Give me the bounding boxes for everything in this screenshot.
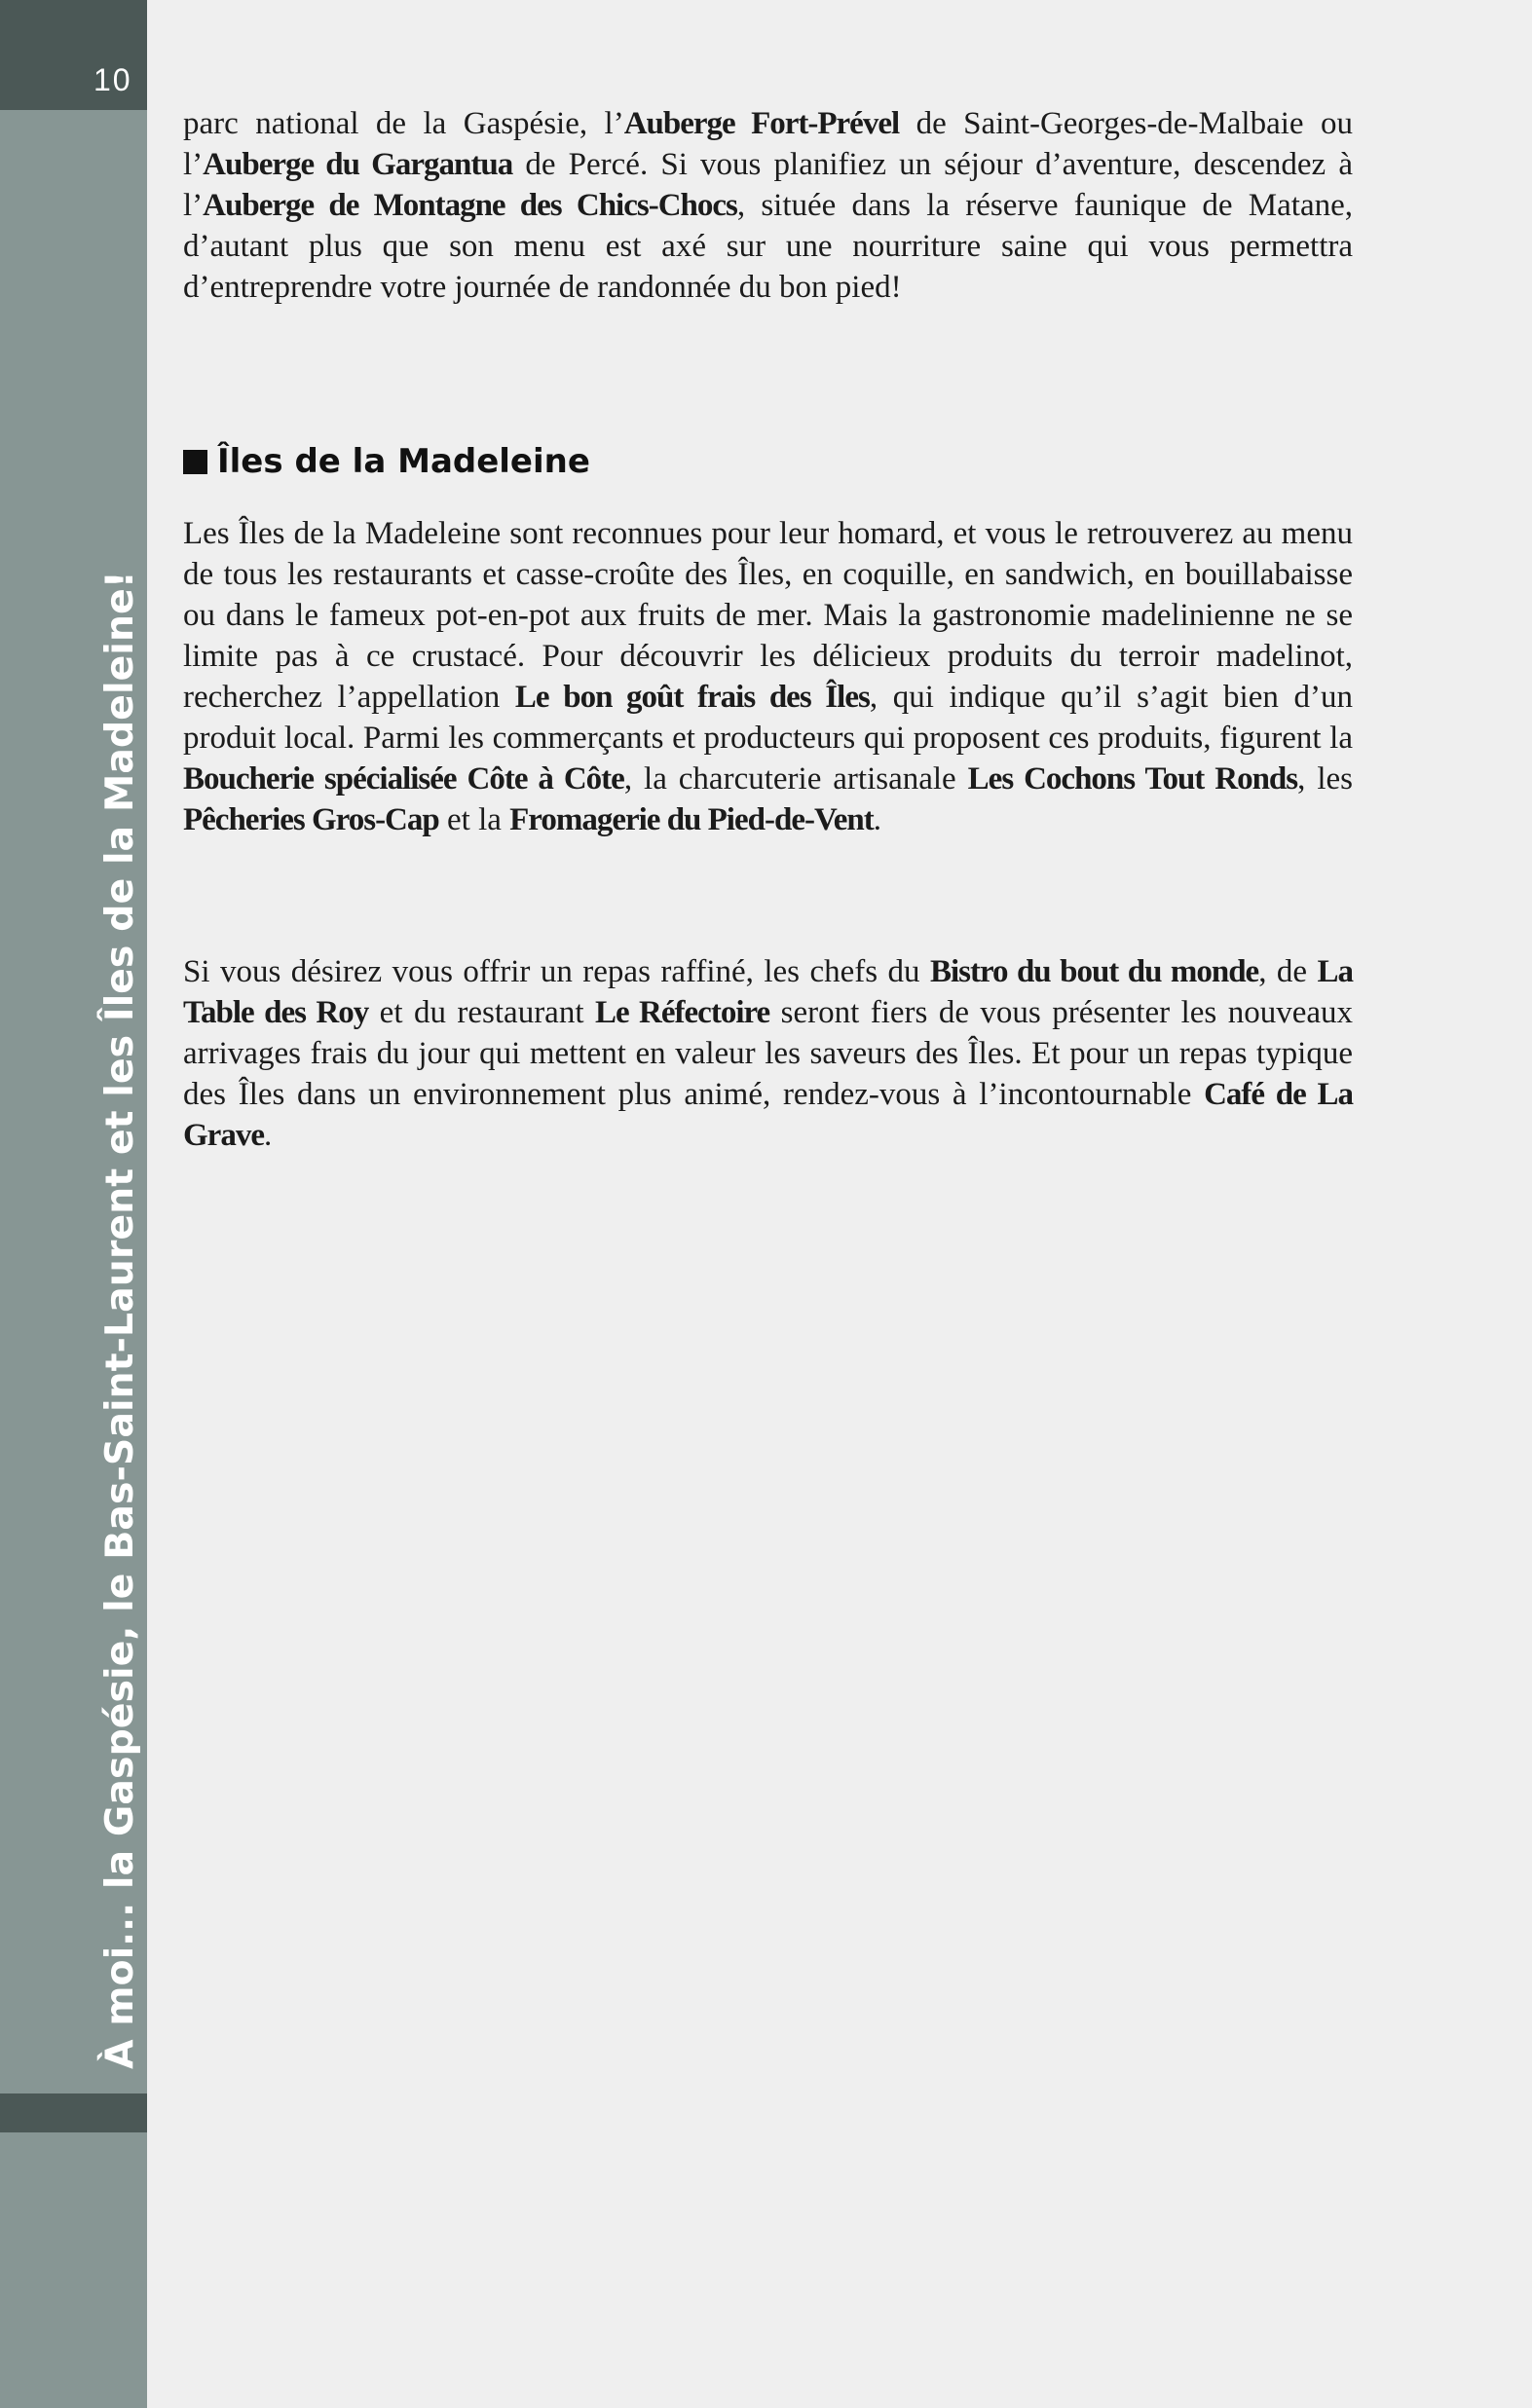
business-name: Le Réfectoire [594,995,770,1030]
business-name: Auberge du Gargantua [203,147,513,182]
chapter-side-title: À moi... la Gaspésie, le Bas-Saint-Laurent et les Îles de la Madeleine! [97,571,142,2069]
black-square-icon [183,450,207,474]
paragraph-1-container [183,103,1353,308]
business-name: Bistro du bout du monde [929,954,1259,989]
section-heading-text: Îles de la Madeleine [217,442,590,481]
section-heading [183,440,590,483]
business-name: Boucherie spécialisée Côte à Côte [183,761,624,796]
business-name: Fromagerie du Pied-de-Vent [509,802,874,837]
side-band-strip [0,2093,147,2132]
business-name: Café de La Grave [183,1077,1353,1153]
business-name: Les Cochons Tout Ronds [967,761,1298,796]
business-name: La Table des Roy [183,954,1354,1030]
paragraph-2: Les Îles de la Madeleine sont reconnues pour leur homard, et vous le retrouverez au menu de tous les restaurants et casse-croûte des Îles, en coquille, en sandwich, en bouillabaisse ou dans le fameux pot-en-pot aux fruits de mer. Mais la gastronomie madelinienne ne se limite pas à ce crustacé. Pour découvrir les délicieux produits du terroir madelinot, recherchez l’appellation Le bon goût frais des Îles, qui indique qu’il s’agit bien d’un produit local. Parmi les commerçants et producteurs qui proposent ces produits, figurent la Boucherie spécialisée Côte à Côte, la charcuterie artisanale Les Cochons Tout Ronds, les Pêcheries Gros-Cap et la Fromagerie du Pied-de-Vent. [183,516,1353,837]
paragraph-1: parc national de la Gaspésie, l’Auberge Fort-Prével de Saint-Georges-de-Malbaie ou l’Auberge du Gargantua de Percé. Si vous planifiez un séjour d’aventure, descendez à l’Auberge de Montagne des Chics-Chocs, située dans la réserve faunique de Matane, d’autant plus que son menu est axé sur une nourriture saine qui vous permettra d’entreprendre votre journée de randonnée du bon pied! [183,106,1353,305]
business-name: Auberge de Montagne des Chics-Chocs [203,188,737,223]
paragraph-3-container [183,951,1353,1156]
paragraph-2-container [183,513,1353,840]
page-number: 10 [93,62,132,97]
paragraph-3: Si vous désirez vous offrir un repas raffiné, les chefs du Bistro du bout du monde, de La Table des Roy et du restaurant Le Réfectoire seront fiers de vous présenter les nouveaux arrivages frais du jour qui mettent en valeur les saveurs des Îles. Et pour un repas typique des Îles dans un environnement plus animé, rendez-vous à l’incontournable Café de La Grave. [183,954,1354,1153]
label-name: Le bon goût frais des Îles [514,680,870,715]
business-name: Auberge Fort-Prével [623,106,900,141]
business-name: Pêcheries Gros-Cap [183,802,439,837]
